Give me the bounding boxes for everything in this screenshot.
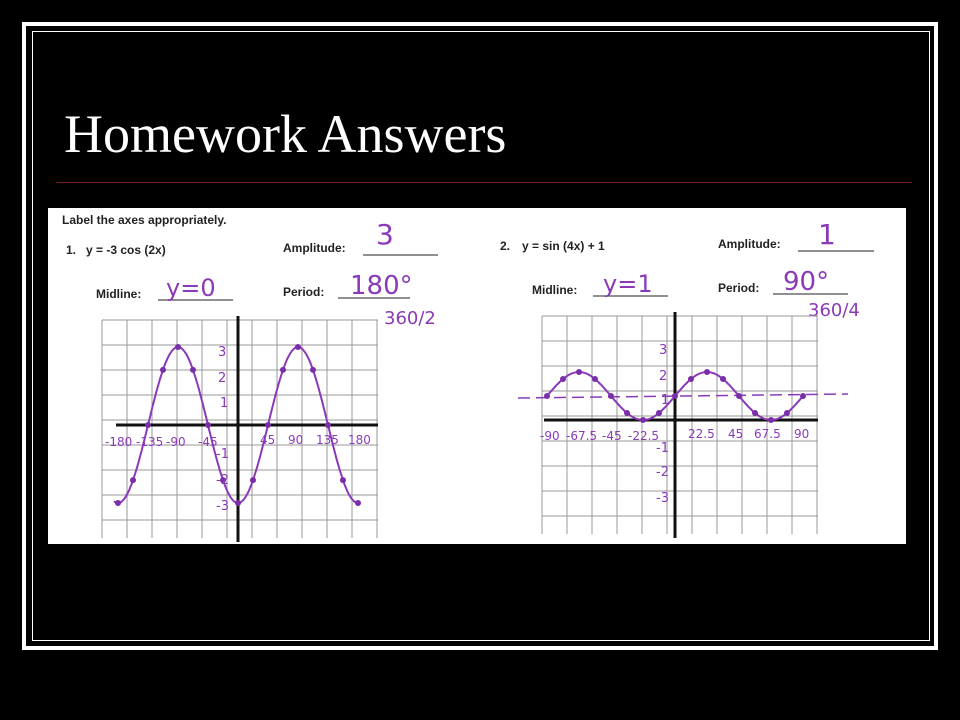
problem1-number: 1. bbox=[66, 243, 77, 257]
plotted-point bbox=[310, 367, 316, 373]
plotted-point bbox=[355, 500, 361, 506]
problem2-period-label: Period: bbox=[718, 281, 760, 295]
plotted-point bbox=[250, 477, 256, 483]
problem1-y-tick-label: 2 bbox=[218, 371, 227, 386]
plotted-point bbox=[592, 376, 598, 382]
plotted-point bbox=[752, 410, 758, 416]
problem1-y-tick-label: -1 bbox=[216, 447, 229, 462]
plotted-point bbox=[784, 410, 790, 416]
problem1-x-tick-label: 135 bbox=[316, 433, 339, 447]
problem2-x-tick-label: -45 bbox=[602, 429, 622, 443]
problem2-x-tick-label: 67.5 bbox=[754, 427, 781, 441]
homework-worksheet-image bbox=[48, 208, 906, 544]
plotted-point bbox=[688, 376, 694, 382]
problem1-graph bbox=[102, 316, 378, 542]
plotted-point bbox=[325, 422, 331, 428]
plotted-point bbox=[190, 367, 196, 373]
problem1-amplitude-answer: 3 bbox=[376, 218, 394, 251]
problem1-grid bbox=[102, 320, 378, 538]
problem2-x-tick-label: 22.5 bbox=[688, 427, 715, 441]
plotted-point bbox=[768, 417, 774, 423]
plotted-point bbox=[640, 417, 646, 423]
problem2-y-tick-label: 3 bbox=[659, 343, 668, 358]
plotted-point bbox=[205, 422, 211, 428]
problem2-midline-label: Midline: bbox=[532, 283, 578, 297]
plotted-point bbox=[175, 344, 181, 350]
problem1-y-tick-label: -3 bbox=[216, 499, 229, 514]
problem2-y-tick-label: -2 bbox=[656, 465, 669, 480]
plotted-point bbox=[544, 393, 550, 399]
plotted-point bbox=[736, 393, 742, 399]
problem2-y-tick-label: -1 bbox=[656, 441, 669, 456]
problem1-x-tick-label: 180 bbox=[348, 433, 371, 447]
problem1-y-tick-label: 1 bbox=[220, 396, 229, 411]
problem2-y-tick-label: -3 bbox=[656, 491, 669, 506]
problem1-y-tick-label: 3 bbox=[218, 345, 227, 360]
problem2-x-tick-label: 45 bbox=[728, 427, 744, 441]
plotted-point bbox=[800, 393, 806, 399]
plotted-point bbox=[608, 393, 614, 399]
plotted-point bbox=[130, 477, 136, 483]
problem2-y-tick-label: 1 bbox=[661, 393, 670, 408]
problem2-midline-answer: y=1 bbox=[603, 270, 653, 298]
problem1-period-work: 360/2 bbox=[384, 308, 436, 329]
plotted-point bbox=[656, 410, 662, 416]
problem1-x-tick-label: -135 bbox=[136, 435, 164, 449]
problem2-x-tick-label: -22.5 bbox=[628, 429, 660, 443]
problem2-amplitude-answer: 1 bbox=[818, 218, 836, 251]
problem2-x-tick-label: -90 bbox=[540, 429, 560, 443]
problem2-amplitude-label: Amplitude: bbox=[718, 237, 781, 251]
problem2-x-tick-label: -67.5 bbox=[566, 429, 598, 443]
problem2-x-tick-label: 90 bbox=[794, 427, 810, 441]
problem1-x-tick-label: -90 bbox=[166, 435, 186, 449]
problem1-period-answer: 180° bbox=[350, 271, 413, 301]
plotted-point bbox=[560, 376, 566, 382]
problem2-graph bbox=[518, 312, 848, 538]
plotted-point bbox=[704, 369, 710, 375]
plotted-point bbox=[160, 367, 166, 373]
problem1-period-label: Period: bbox=[283, 285, 325, 299]
problem1-x-tick-label: 90 bbox=[288, 433, 304, 447]
problem1-y-tick-label: -2 bbox=[216, 473, 229, 488]
plotted-point bbox=[235, 500, 241, 506]
problem2-period-answer: 90° bbox=[783, 267, 830, 297]
problem2-number: 2. bbox=[500, 239, 511, 253]
problem1-x-tick-label: -45 bbox=[198, 435, 218, 449]
problem2-equation: y = sin (4x) + 1 bbox=[522, 239, 605, 253]
title-divider bbox=[56, 182, 912, 183]
plotted-point bbox=[672, 393, 678, 399]
plotted-point bbox=[576, 369, 582, 375]
plotted-point bbox=[265, 422, 271, 428]
problem1-x-tick-label: 45 bbox=[260, 433, 276, 447]
plotted-point bbox=[280, 367, 286, 373]
problem1-equation: y = -3 cos (2x) bbox=[86, 243, 166, 257]
problem1-amplitude-label: Amplitude: bbox=[283, 241, 346, 255]
plotted-point bbox=[115, 500, 121, 506]
problem2-period-work: 360/4 bbox=[808, 300, 860, 321]
problem1-midline-label: Midline: bbox=[96, 287, 142, 301]
problem2-grid bbox=[542, 316, 818, 534]
problem2-y-tick-label: 2 bbox=[659, 369, 668, 384]
plotted-point bbox=[340, 477, 346, 483]
worksheet-instruction: Label the axes appropriately. bbox=[62, 213, 227, 227]
plotted-point bbox=[295, 344, 301, 350]
plotted-point bbox=[145, 422, 151, 428]
problem1-x-tick-label: -180 bbox=[105, 435, 133, 449]
plotted-point bbox=[720, 376, 726, 382]
slide-title: Homework Answers bbox=[64, 104, 507, 164]
plotted-point bbox=[624, 410, 630, 416]
problem1-midline-answer: y=0 bbox=[166, 274, 216, 302]
